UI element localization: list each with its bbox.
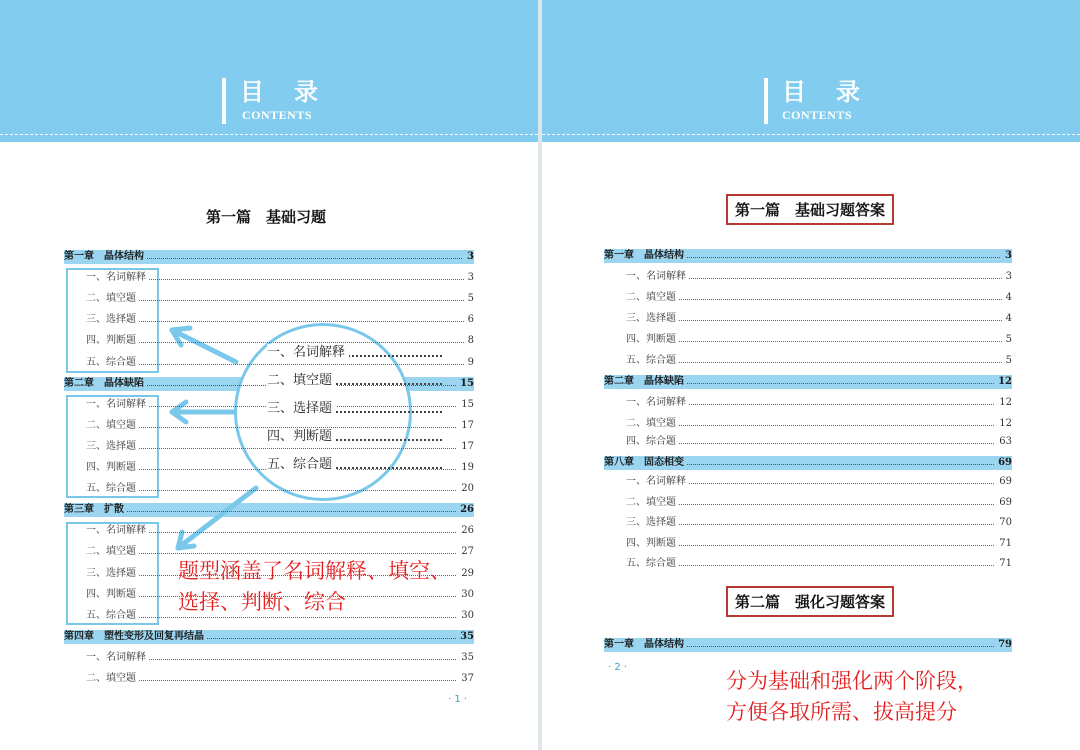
toc-row-page: 3 [463, 250, 474, 264]
page-number: · 1 · [448, 694, 468, 705]
toc-row-page: 8 [464, 334, 474, 348]
section-title: 第一篇 基础习题 [206, 208, 327, 226]
toc-row-leader [626, 524, 1012, 525]
header-banner [542, 0, 1080, 142]
toc-row-page: 26 [456, 503, 474, 517]
annotation-line1: 分为基础和强化两个阶段， [726, 669, 978, 693]
toc-row-leader [626, 545, 1012, 546]
toc-row-page: 15 [457, 398, 474, 412]
magnifier-item [267, 428, 442, 446]
toc-row-page: 19 [457, 461, 474, 475]
toc-item-row [626, 516, 1012, 530]
toc-row-label: 四、综合题 [626, 435, 679, 449]
toc-row-page: 71 [995, 557, 1012, 571]
magnifier-item [267, 400, 442, 418]
toc-row-page: 71 [995, 537, 1012, 551]
header-subtitle: CONTENTS [242, 108, 313, 122]
toc-item-row [626, 417, 1012, 431]
toc-row-page: 15 [456, 377, 474, 391]
header-title-char1: 目 [782, 77, 806, 106]
left-page [0, 0, 538, 750]
toc-row-label: 三、选择题 [626, 312, 679, 326]
toc-row-leader [86, 321, 474, 322]
toc-item-row [626, 333, 1012, 347]
toc-row-page: 5 [464, 292, 474, 306]
toc-row-label: 一、名词解释 [86, 524, 149, 538]
toc-chapter-row [604, 456, 1012, 470]
toc-row-label: 三、选择题 [86, 313, 139, 327]
toc-row-page: 30 [457, 588, 474, 602]
toc-item-row [626, 291, 1012, 305]
toc-item-row [626, 537, 1012, 551]
toc-chapter-row [604, 249, 1012, 263]
arrow-to-ch3 [178, 488, 256, 548]
toc-row-page: 26 [457, 524, 474, 538]
toc-row-label: 五、综合题 [86, 356, 139, 370]
toc-row-label: 第二章 晶体缺陷 [64, 377, 147, 391]
magnifier-item [267, 456, 442, 474]
toc-item-row [626, 270, 1012, 284]
toc-row-leader [86, 448, 474, 449]
toc-row-leader [86, 364, 474, 365]
header-title-char2: 录 [836, 77, 860, 106]
page-number: · 2 · [608, 662, 628, 673]
magnifier-circle [234, 323, 412, 501]
header-bar [764, 78, 768, 124]
toc-row-page: 70 [995, 516, 1012, 530]
toc-item-row [626, 496, 1012, 510]
toc-row-page: 12 [994, 375, 1012, 389]
magnifier-item-label: 三、选择题 [267, 400, 336, 418]
toc-row-page: 5 [1002, 333, 1012, 347]
toc-row-label: 第四章 塑性变形及回复再结晶 [64, 630, 207, 644]
toc-row-leader [626, 425, 1012, 426]
toc-row-label: 一、名词解释 [86, 651, 149, 665]
toc-row-label: 第一章 晶体结构 [64, 250, 147, 264]
magnifier-item-label: 二、填空题 [267, 372, 336, 390]
toc-row-label: 二、填空题 [86, 672, 139, 686]
header-subtitle: CONTENTS [782, 108, 853, 122]
toc-row-page: 30 [457, 609, 474, 623]
toc-row-label: 三、选择题 [86, 440, 139, 454]
toc-row-label: 二、填空题 [626, 496, 679, 510]
toc-row-label: 一、名词解释 [86, 398, 149, 412]
toc-row-label: 二、填空题 [626, 291, 679, 305]
toc-row-page: 69 [994, 456, 1012, 470]
toc-row-leader [86, 617, 474, 618]
toc-row-page: 35 [457, 651, 474, 665]
magnifier-item-label: 一、名词解释 [267, 344, 349, 362]
toc-row-label: 第三章 扩散 [64, 503, 127, 517]
toc-row-label: 四、判断题 [626, 537, 679, 551]
toc-item-row [626, 396, 1012, 410]
magnifier-item-label: 五、综合题 [267, 456, 336, 474]
toc-row-page: 3 [464, 271, 474, 285]
toc-row-leader [626, 504, 1012, 505]
section-title-boxed: 第一篇 基础习题答案 [726, 194, 894, 225]
toc-row-page: 37 [457, 672, 474, 686]
toc-row-label: 三、选择题 [86, 567, 139, 581]
toc-row-label: 二、填空题 [86, 292, 139, 306]
toc-row-label: 五、综合题 [86, 482, 139, 496]
toc-row-leader [86, 596, 474, 597]
header-title-char1: 目 [240, 77, 264, 106]
toc-row-leader [86, 680, 474, 681]
toc-row-leader [626, 320, 1012, 321]
toc-row-page: 27 [457, 545, 474, 559]
toc-row-leader [86, 490, 474, 491]
toc-row-page: 35 [456, 630, 474, 644]
toc-row-label: 四、判断题 [626, 333, 679, 347]
toc-row-label: 一、名词解释 [626, 396, 689, 410]
toc-item-row [626, 475, 1012, 489]
annotation-line1: 题型涵盖了名词解释、填空、 [178, 559, 451, 583]
toc-row-page: 79 [994, 638, 1012, 652]
toc-row-label: 四、判断题 [86, 461, 139, 475]
toc-row-label: 五、综合题 [626, 354, 679, 368]
toc-item-row [626, 354, 1012, 368]
toc-row-label: 一、名词解释 [626, 475, 689, 489]
toc-row-label: 四、判断题 [86, 588, 139, 602]
toc-row-page: 3 [1002, 270, 1012, 284]
toc-row-label: 第二章 晶体缺陷 [604, 375, 687, 389]
toc-row-leader [626, 341, 1012, 342]
section-title-2-boxed: 第二篇 强化习题答案 [726, 586, 894, 617]
toc-row-label: 五、综合题 [86, 609, 139, 623]
toc-row-page: 17 [457, 419, 474, 433]
magnifier-item [267, 344, 442, 362]
toc-row-page: 12 [995, 396, 1012, 410]
toc-row-leader [626, 362, 1012, 363]
header-stitch-line [542, 134, 1080, 135]
toc-chapter-row [604, 375, 1012, 389]
toc-row-leader [86, 575, 474, 576]
toc-item-row [626, 435, 1012, 449]
toc-row-page: 69 [995, 496, 1012, 510]
magnifier-item [267, 372, 442, 390]
annotation-line2: 选择、判断、综合 [178, 590, 346, 614]
toc-row-page: 4 [1002, 291, 1012, 305]
toc-row-label: 第八章 固态相变 [604, 456, 687, 470]
toc-row-page: 63 [995, 435, 1012, 449]
annotation-line2: 方便各取所需、拔高提分 [726, 700, 957, 724]
toc-chapter-row [604, 638, 1012, 652]
toc-row-page: 12 [995, 417, 1012, 431]
toc-row-page: 20 [457, 482, 474, 496]
toc-row-leader [86, 300, 474, 301]
toc-row-label: 一、名词解释 [626, 270, 689, 284]
toc-row-label: 四、判断题 [86, 334, 139, 348]
toc-row-page: 9 [464, 356, 474, 370]
toc-row-page: 17 [457, 440, 474, 454]
toc-row-page: 4 [1002, 312, 1012, 326]
right-page [542, 0, 1080, 750]
toc-row-label: 二、填空题 [626, 417, 679, 431]
toc-row-page: 3 [1001, 249, 1012, 263]
toc-row-page: 5 [1002, 354, 1012, 368]
toc-item-row [626, 312, 1012, 326]
toc-row-label: 一、名词解释 [86, 271, 149, 285]
header-title-char2: 录 [294, 77, 318, 106]
toc-row-label: 五、综合题 [626, 557, 679, 571]
magnifier-item-label: 四、判断题 [267, 428, 336, 446]
toc-row-page: 69 [995, 475, 1012, 489]
toc-row-label: 三、选择题 [626, 516, 679, 530]
toc-row-leader [86, 553, 474, 554]
toc-row-page: 29 [457, 567, 474, 581]
toc-row-leader [626, 299, 1012, 300]
toc-row-leader [626, 565, 1012, 566]
toc-item-row [626, 557, 1012, 571]
toc-row-label: 第一章 晶体结构 [604, 249, 687, 263]
toc-row-page: 6 [464, 313, 474, 327]
toc-row-label: 第一章 晶体结构 [604, 638, 687, 652]
toc-row-label: 二、填空题 [86, 419, 139, 433]
toc-row-label: 二、填空题 [86, 545, 139, 559]
toc-row-leader [626, 443, 1012, 444]
